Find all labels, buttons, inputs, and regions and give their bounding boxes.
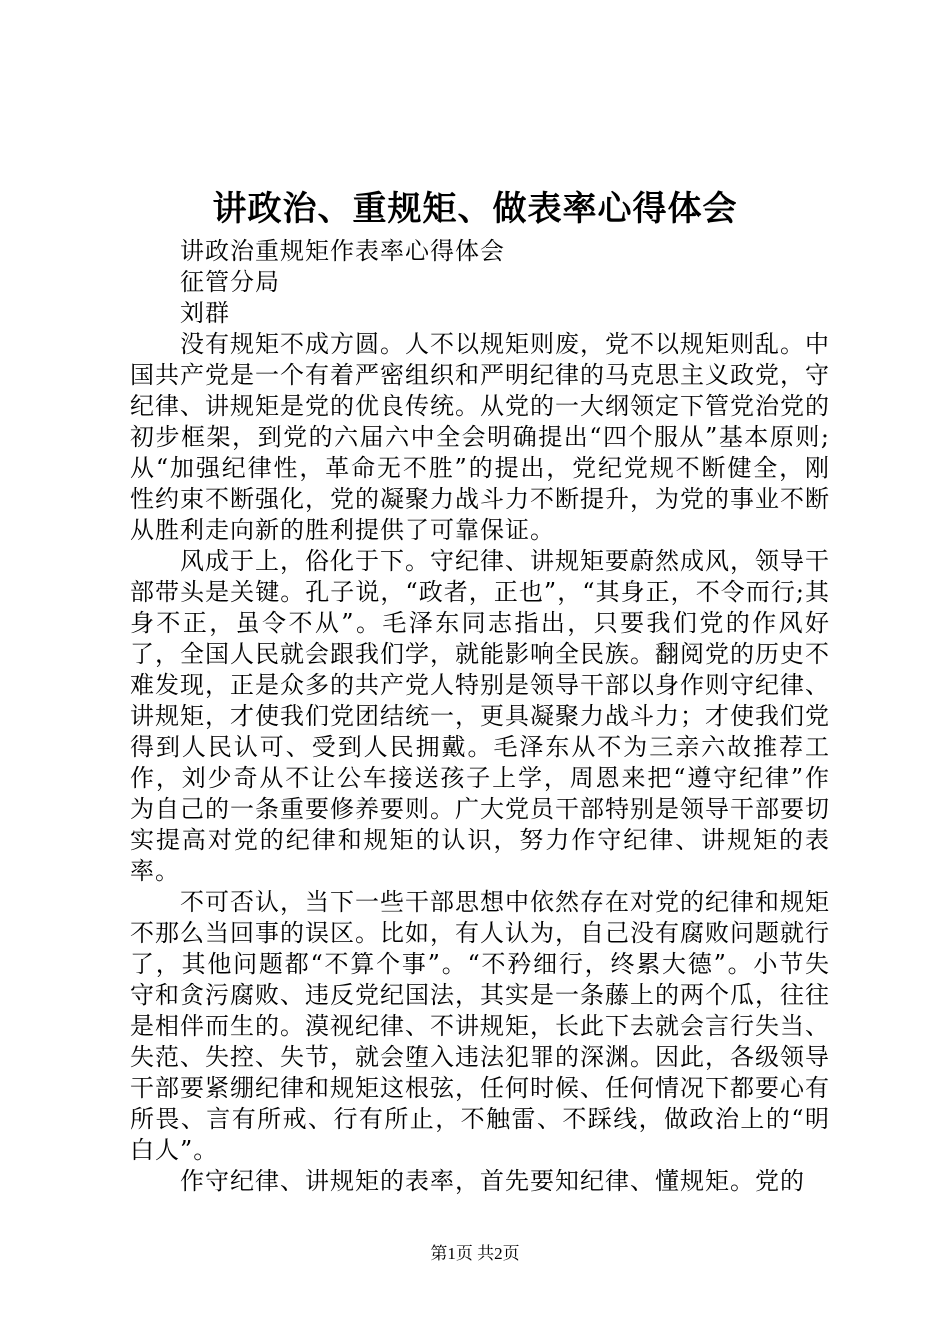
- page-footer: 第1页 共2页: [430, 1244, 520, 1263]
- document-subtitle: 讲政治重规矩作表率心得体会: [180, 237, 505, 265]
- document-department: 征管分局: [180, 268, 280, 296]
- document-author: 刘群: [180, 299, 230, 327]
- document-body: [130, 236, 830, 1197]
- paragraph: 风成于上，俗化于下。守纪律、讲规矩要蔚然成风，领导干部带头是关键。孔子说，“政者，正也”，“其身正，不令而行;其身不正，虽令不从”。毛泽东同志指出，只要我们党的作风好了，全国人民就会跟我们学，就能影响全民族。翻阅党的历史不难发现，正是众多的共产党人特别是领导干部以身作则守纪律、讲规矩，才使我们党团结统一，更具凝聚力战斗力；才使我们党得到人民认可、受到人民拥戴。毛泽东从不为三亲六故推荐工作，刘少奇从不让公车接送孩子上学，周恩来把“遵守纪律”作为自己的一条重要修养要则。广大党员干部特别是领导干部要切实提高对党的纪律和规矩的认识，努力作守纪律、讲规矩的表率。: [130, 547, 830, 885]
- paragraph: 作守纪律、讲规矩的表率，首先要知纪律、懂规矩。党的: [180, 1167, 805, 1195]
- paragraph: 不可否认，当下一些干部思想中依然存在对党的纪律和规矩不那么当回事的误区。比如，有人认为，自己没有腐败问题就行了，其他问题都“不算个事”。“不矜细行，终累大德”。小节失守和贪污腐败、违反党纪国法，其实是一条藤上的两个瓜，往往是相伴而生的。漠视纪律、不讲规矩，长此下去就会言行失当、失范、失控、失节，就会堕入违法犯罪的深渊。因此，各级领导干部要紧绷纪律和规矩这根弦，任何时候、任何情况下都要心有所畏、言有所戒、行有所止，不触雷、不踩线，做政治上的“明白人”。: [130, 888, 830, 1164]
- document-title: 讲政治、重规矩、做表率心得体会: [212, 189, 738, 229]
- paragraph: 没有规矩不成方圆。人不以规矩则废，党不以规矩则乱。中国共产党是一个有着严密组织和严明纪律的马克思主义政党，守纪律、讲规矩是党的优良传统。从党的一大纲领定下管党治党的初步框架，到党的六届六中全会明确提出“四个服从”基本原则;从“加强纪律性，革命无不胜”的提出，党纪党规不断健全，刚性约束不断强化，党的凝聚力战斗力不断提升，为党的事业不断从胜利走向新的胜利提供了可靠保证。: [130, 330, 830, 544]
